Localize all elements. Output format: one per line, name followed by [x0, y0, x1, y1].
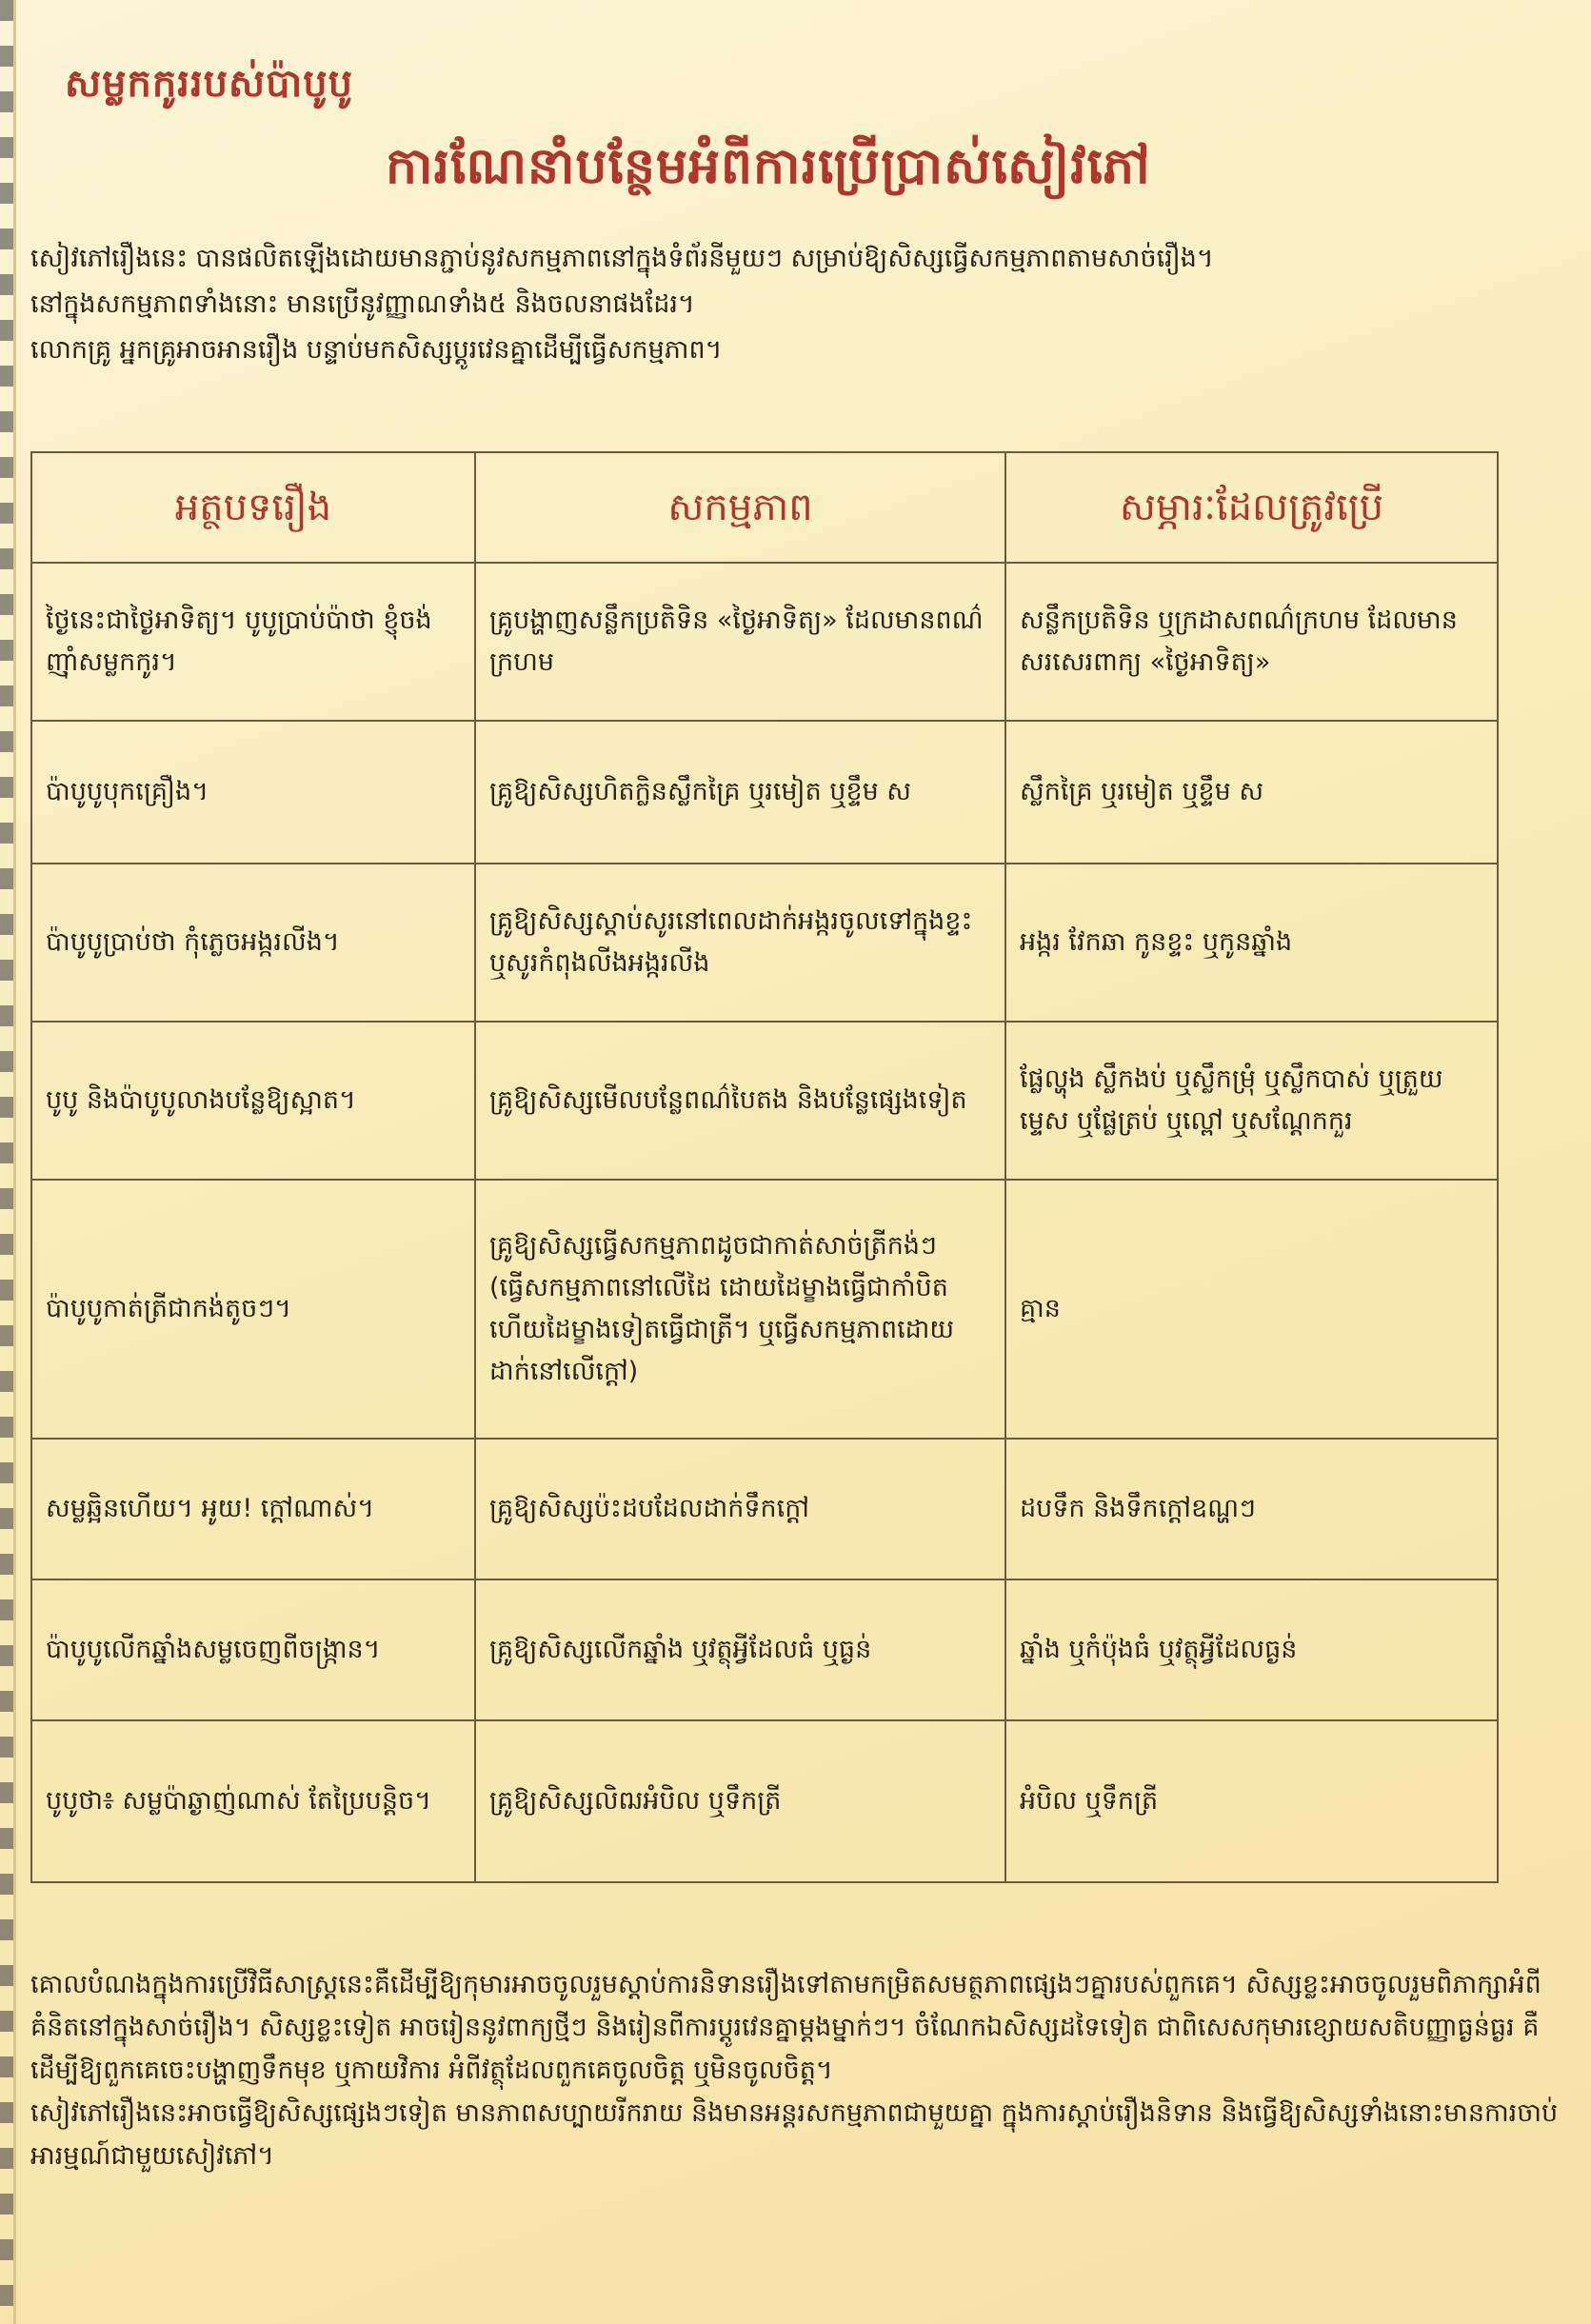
column-header-activity: សកម្មភាព	[475, 452, 1005, 563]
table-header-row	[31, 452, 1498, 563]
materials-cell: ឆ្នាំង ឬកំប៉ុងធំ ឬវត្ថុអ្វីដែលធ្ងន់	[1005, 1579, 1498, 1720]
story-text-cell: ថ្ងៃនេះជាថ្ងៃអាទិត្យ។ បូបូប្រាប់ប៉ាថា ខ្ញុំចង់ញ៉ាំសម្លកកូរ។	[31, 563, 475, 721]
page-title: ការណែនាំបន្ថែមអំពីការប្រើប្រាស់សៀវភៅ	[386, 138, 1151, 195]
table-row	[31, 1022, 1498, 1180]
activity-cell: គ្រូឱ្យសិស្សមើលបន្លែពណ៌បៃតង និងបន្លែផ្សេងទៀត	[475, 1022, 1005, 1180]
intro-line: លោកគ្រូ អ្នកគ្រូអាចអានរឿង បន្ទាប់មកសិស្សប្តូរវេនគ្នាដើម្បីធ្វើសកម្មភាព។	[30, 335, 723, 365]
closing-paragraph: គោលបំណងក្នុងការប្រើវិធីសាស្ត្រនេះគឺដើម្បីឱ្យកុមារអាចចូលរួមស្តាប់ការនិទានរឿងទៅតាមកម្រិតសមត្ថភាពផ្សេងៗគ្នារបស់ពួកគេ។ សិស្សខ្លះអាចចូលរួមពិភាក្សាអំពីគំនិតនៅក្នុងសាច់រឿង។ សិស្សខ្លះទៀត អាចរៀននូវពាក្យថ្មីៗ និងរៀនពីការប្តូរវេនគ្នាម្តងម្នាក់ៗ។ ចំណែកឯសិស្សដទៃទៀត ជាពិសេសកុមារខ្សោយសតិបញ្ញាធ្ងន់ធ្ងរ គឺដើម្បីឱ្យពួកគេចេះបង្ហាញទឹកមុខ ឬកាយវិការ អំពីវត្ថុដែលពួកគេចូលចិត្ត ឬមិនចូលចិត្ត។	[30, 1970, 1541, 2085]
story-text-cell: បូបូថា៖ សម្លប៉ាឆ្ងាញ់ណាស់ តែប្រៃបន្តិច។	[31, 1720, 475, 1882]
table-row	[31, 1579, 1498, 1720]
story-text-cell: សម្លឆ្អិនហើយ។ អូយ! ក្តៅណាស់។	[31, 1439, 475, 1579]
table-row	[31, 721, 1498, 864]
intro-line: សៀវភៅរឿងនេះ បានផលិតឡើងដោយមានភ្ជាប់នូវសកម្មភាពនៅក្នុងទំព័រនីមួយៗ សម្រាប់ឱ្យសិស្សធ្វើសកម្មភាពតាមសាច់រឿង។	[30, 244, 1214, 273]
table-row	[31, 563, 1498, 721]
materials-cell: គ្មាន	[1005, 1180, 1498, 1439]
materials-cell: ស្លឹកគ្រៃ ឬរមៀត ឬខ្ទឹម ស	[1005, 721, 1498, 864]
activity-table	[30, 451, 1499, 1883]
story-text-cell: ប៉ាបូបូប្រាប់ថា កុំភ្លេចអង្ករលីង។	[31, 864, 475, 1022]
materials-cell: សន្លឹកប្រតិទិន ឬក្រដាសពណ៌ក្រហម ដែលមានសរសេរពាក្យ «ថ្ងៃអាទិត្យ»	[1005, 563, 1498, 721]
materials-cell: អំបិល ឬទឹកត្រី	[1005, 1720, 1498, 1882]
intro-line: នៅក្នុងសកម្មភាពទាំងនោះ មានប្រើនូវញ្ញាណទាំង៥ និងចលនាផងដែរ។	[30, 289, 695, 319]
activity-cell: គ្រូបង្ហាញសន្លឹកប្រតិទិន «ថ្ងៃអាទិត្យ» ដែលមានពណ៌ក្រហម	[475, 563, 1005, 721]
activity-cell: គ្រូឱ្យសិស្សលិឍអំបិល ឬទឹកត្រី	[475, 1720, 1005, 1882]
binding-edge	[13, 0, 16, 2324]
materials-cell: ដបទឹក និងទឹកក្តៅឧណ្ហៗ	[1005, 1439, 1498, 1579]
column-header-materials: សម្ភារៈដែលត្រូវប្រើ	[1005, 452, 1498, 563]
table-row	[31, 1720, 1498, 1882]
activity-cell: គ្រូឱ្យសិស្សធ្វើសកម្មភាពដូចជាកាត់សាច់ត្រីកង់ៗ (ធ្វើសកម្មភាពនៅលើដៃ ដោយដៃម្ខាងធ្វើជាកាំបិតហើយដៃម្ខាងទៀតធ្វើជាត្រី។ ឬធ្វើសកម្មភាពដោយដាក់នៅលើក្តៅ)	[475, 1180, 1005, 1439]
materials-cell: អង្ករ វែកឆា កូនខ្ទះ ឬកូនឆ្នាំង	[1005, 864, 1498, 1022]
closing-paragraph: សៀវភៅរឿងនេះអាចធ្វើឱ្យសិស្សផ្សេងៗទៀត មានភាពសប្បាយរីករាយ និងមានអន្តរសកម្មភាពជាមួយគ្នា ក្នុងការស្តាប់រឿងនិទាន និងធ្វើឱ្យសិស្សទាំងនោះមានការចាប់អារម្មណ៍ជាមួយសៀវភៅ។	[30, 2098, 1559, 2171]
story-text-cell: ប៉ាបូបូបុកគ្រឿង។	[31, 721, 475, 864]
story-text-cell: ប៉ាបូបូកាត់ត្រីជាកង់តូចៗ។	[31, 1180, 475, 1439]
column-header-story-text: អត្ថបទរឿង	[31, 452, 475, 563]
activity-cell: គ្រូឱ្យសិស្សលើកឆ្នាំង ឬវត្ថុអ្វីដែលធំ ឬធ្ងន់	[475, 1579, 1005, 1720]
activity-cell: គ្រូឱ្យសិស្សហិតក្លិនស្លឹកគ្រៃ ឬរមៀត ឬខ្ទឹម ស	[475, 721, 1005, 864]
activity-cell: គ្រូឱ្យសិស្សប៉ះដបដែលដាក់ទឹកក្តៅ	[475, 1439, 1005, 1579]
book-title: សម្លកកូររបស់ប៉ាបូបូ	[65, 62, 353, 106]
intro-section	[30, 242, 1563, 379]
spiral-binding	[0, 0, 13, 2324]
table-row	[31, 1439, 1498, 1579]
materials-cell: ផ្លែល្ហុង ស្លឹកងប់ ឬស្លឹកម្រុំ ឬស្លឹកបាស់ ឬត្រួយម្ទេស ឬផ្លែត្រប់ ឬល្ពៅ ឬសណ្តែកកួរ	[1005, 1022, 1498, 1180]
story-text-cell: ប៉ាបូបូលើកឆ្នាំងសម្លចេញពីចង្ក្រាន។	[31, 1579, 475, 1720]
activity-cell: គ្រូឱ្យសិស្សស្តាប់សូរនៅពេលដាក់អង្ករចូលទៅក្នុងខ្ទះ ឬសូរកំពុងលីងអង្ករលីង	[475, 864, 1005, 1022]
table-row	[31, 864, 1498, 1022]
story-text-cell: បូបូ និងប៉ាបូបូលាងបន្លែឱ្យស្អាត។	[31, 1022, 475, 1180]
table-row	[31, 1180, 1498, 1439]
closing-section	[30, 1963, 1563, 2177]
